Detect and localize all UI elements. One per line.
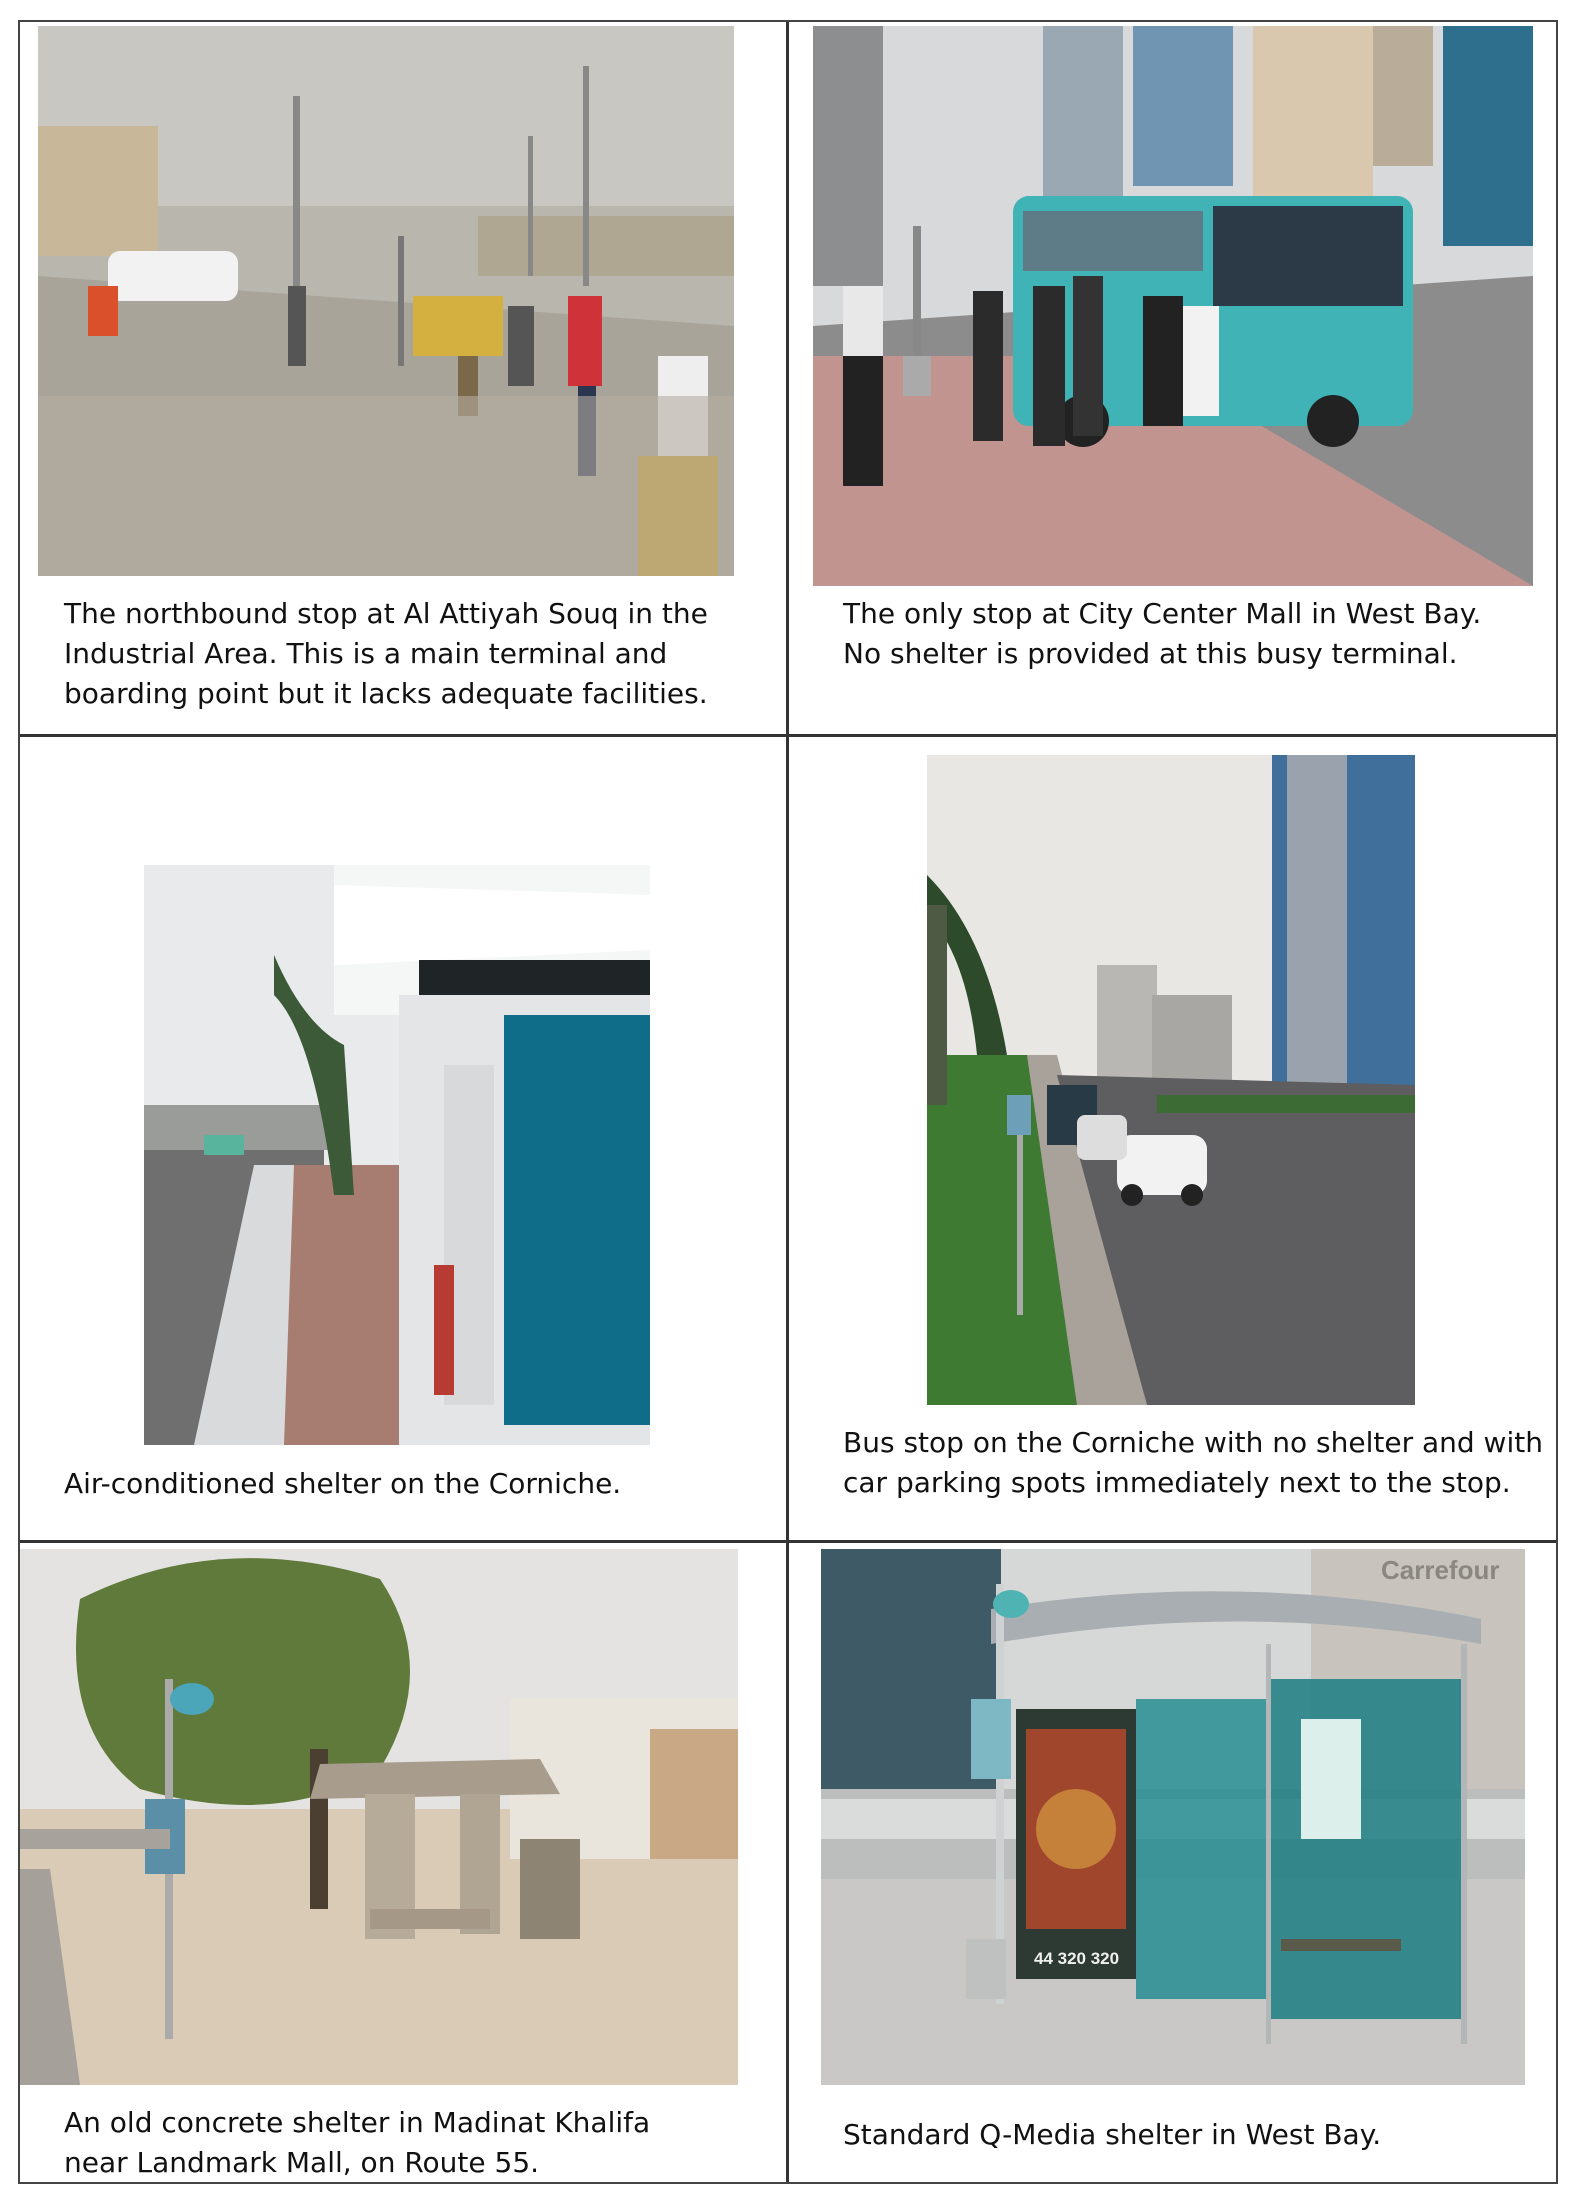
caption-line: boarding point but it lacks adequate facilities.: [64, 677, 708, 710]
photo-grid-table: [18, 20, 1558, 2184]
caption-corniche-no-shelter: [843, 1423, 1543, 1503]
caption-line: The only stop at City Center Mall in West Bay.: [843, 597, 1482, 630]
caption-q-media-shelter: [843, 2115, 1381, 2155]
photo-q-media-shelter: [821, 1549, 1525, 2085]
caption-old-concrete-shelter: [64, 2103, 650, 2183]
panel-air-conditioned-shelter: [20, 737, 786, 1540]
photo-al-attiyah-souq-stop: [38, 26, 734, 576]
photo-air-conditioned-shelter: [144, 865, 650, 1445]
caption-line: Industrial Area. This is a main terminal and: [64, 637, 668, 670]
panel-old-concrete-shelter: [20, 1543, 786, 2186]
caption-line: Air-conditioned shelter on the Corniche.: [64, 1467, 622, 1500]
caption-line: car parking spots immediately next to the stop.: [843, 1466, 1511, 1499]
caption-line: The northbound stop at Al Attiyah Souq in the: [64, 597, 708, 630]
caption-city-center-mall: [843, 594, 1481, 674]
carrefour-sign: Carrefour: [1381, 1555, 1500, 1585]
caption-line: No shelter is provided at this busy terminal.: [843, 637, 1458, 670]
caption-line: near Landmark Mall, on Route 55.: [64, 2146, 540, 2179]
photo-corniche-no-shelter: [927, 755, 1415, 1405]
panel-city-center-mall: [789, 22, 1558, 734]
caption-line: Standard Q-Media shelter in West Bay.: [843, 2118, 1382, 2151]
panel-q-media-shelter: [789, 1543, 1558, 2186]
photo-city-center-mall-stop: [813, 26, 1533, 586]
caption-line: Bus stop on the Corniche with no shelter and with: [843, 1426, 1543, 1459]
caption-line: An old concrete shelter in Madinat Khalifa: [64, 2106, 651, 2139]
caption-al-attiyah-souq: [64, 594, 708, 714]
panel-al-attiyah-souq: [20, 22, 786, 734]
panel-corniche-no-shelter: [789, 737, 1558, 1540]
advert-phone-number: 44 320 320: [1034, 1949, 1120, 1968]
caption-air-conditioned-shelter: [64, 1464, 621, 1504]
photo-old-concrete-shelter: [20, 1549, 738, 2085]
